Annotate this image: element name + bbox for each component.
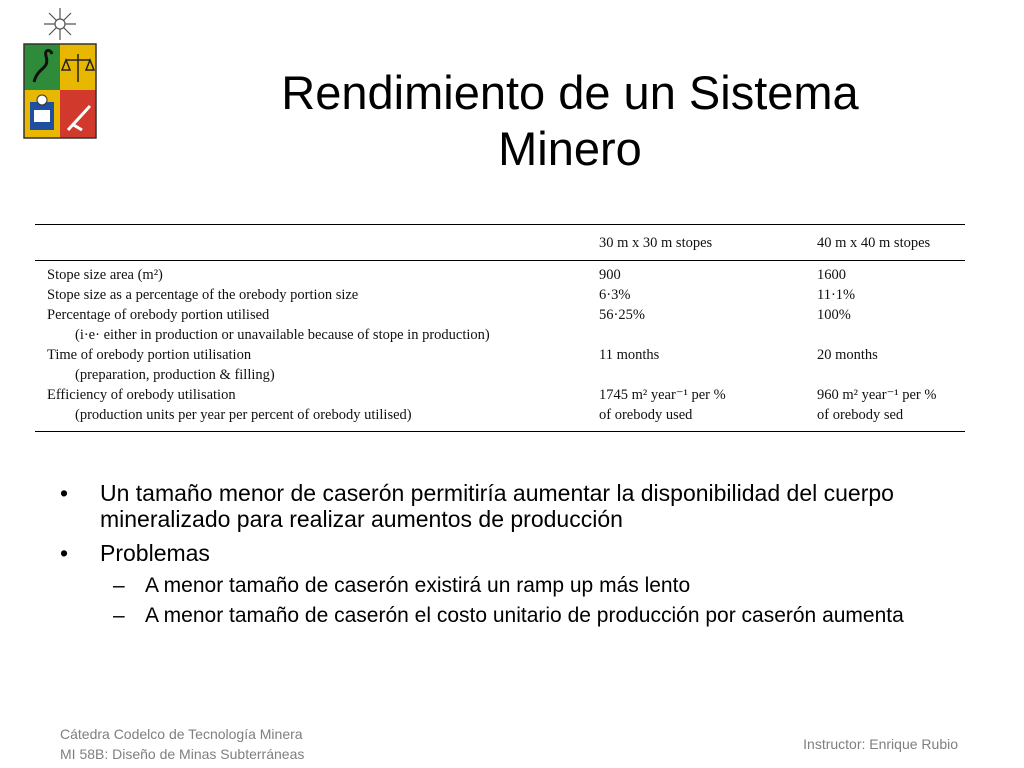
table-row xyxy=(35,305,965,325)
bullet-dot: • xyxy=(60,480,69,506)
row-label: Efficiency of orebody utilisation xyxy=(47,387,236,403)
row-value-30m xyxy=(599,365,817,385)
sub-bullet-dash: – xyxy=(113,574,125,597)
bullet-dot: • xyxy=(60,540,69,566)
sub-list-item xyxy=(60,574,960,598)
bullet-text: Problemas xyxy=(100,540,210,566)
row-value-40m: 100% xyxy=(817,307,851,323)
table-row xyxy=(35,285,965,305)
row-label: Stope size area (m²) xyxy=(47,267,163,283)
list-item xyxy=(60,540,960,566)
row-label: (preparation, production & filling) xyxy=(75,367,275,383)
table-row xyxy=(35,365,965,385)
title-line-1: Rendimiento de un Sistema xyxy=(281,66,859,120)
row-value-30m xyxy=(599,325,817,345)
table-row xyxy=(35,261,965,285)
header-cell-label xyxy=(35,225,599,260)
row-label: Percentage of orebody portion utilised xyxy=(47,307,270,323)
header-cell-30m: 30 m x 30 m stopes xyxy=(599,235,713,251)
row-label: Time of orebody portion utilisation xyxy=(47,347,252,363)
row-label: (i·e· either in production or unavailable because of stope in production) xyxy=(75,327,490,343)
page-title xyxy=(170,65,970,177)
stope-comparison-table xyxy=(35,224,965,432)
table-row xyxy=(35,405,965,431)
row-value-40m: 1600 xyxy=(817,267,846,283)
row-value-40m: 11·1% xyxy=(817,287,856,303)
footer-course-info xyxy=(60,724,304,764)
row-value-30m: of orebody used xyxy=(599,407,693,423)
footer-line-2: MI 58B: Diseño de Minas Subterráneas xyxy=(60,746,305,762)
header-cell-40m: 40 m x 40 m stopes xyxy=(817,235,931,251)
row-label: Stope size as a percentage of the orebody portion size xyxy=(47,287,359,303)
row-value-40m xyxy=(817,365,965,385)
row-value-40m: 20 months xyxy=(817,347,878,363)
table-body xyxy=(35,261,965,431)
star-icon xyxy=(44,8,76,40)
row-value-40m xyxy=(817,325,965,345)
row-value-30m: 6·3% xyxy=(599,287,631,303)
sub-bullet-text: A menor tamaño de caserón existirá un ramp up más lento xyxy=(145,574,691,597)
table-row xyxy=(35,325,965,345)
row-value-30m: 900 xyxy=(599,267,621,283)
row-value-30m: 1745 m² year⁻¹ per % xyxy=(599,387,726,403)
row-value-30m: 56·25% xyxy=(599,307,645,323)
sub-list-item xyxy=(60,604,960,628)
row-value-40m: 960 m² year⁻¹ per % xyxy=(817,387,937,403)
university-crest-icon xyxy=(20,6,100,144)
table-header xyxy=(35,225,965,260)
bullet-text: Un tamaño menor de caserón permitiría aumentar la disponibilidad del cuerpo mineralizado para realizar aumentos de producción xyxy=(100,480,894,532)
title-line-2: Minero xyxy=(498,122,642,176)
table-row xyxy=(35,345,965,365)
row-value-40m: of orebody sed xyxy=(817,407,904,423)
list-item xyxy=(60,480,960,532)
footer-line-1: Cátedra Codelco de Tecnología Minera xyxy=(60,726,303,742)
table-row xyxy=(35,385,965,405)
shield-icon xyxy=(24,44,96,138)
table-header-row xyxy=(35,225,965,260)
row-value-30m: 11 months xyxy=(599,347,660,363)
row-label: (production units per year per percent of orebody utilised) xyxy=(75,407,412,423)
table-bottom-rule xyxy=(35,431,965,432)
footer-instructor: Instructor: Enrique Rubio xyxy=(803,736,958,752)
sub-bullet-text: A menor tamaño de caserón el costo unitario de producción por caserón aumenta xyxy=(145,604,904,627)
bullet-list xyxy=(60,480,960,634)
sub-bullet-dash: – xyxy=(113,604,125,627)
